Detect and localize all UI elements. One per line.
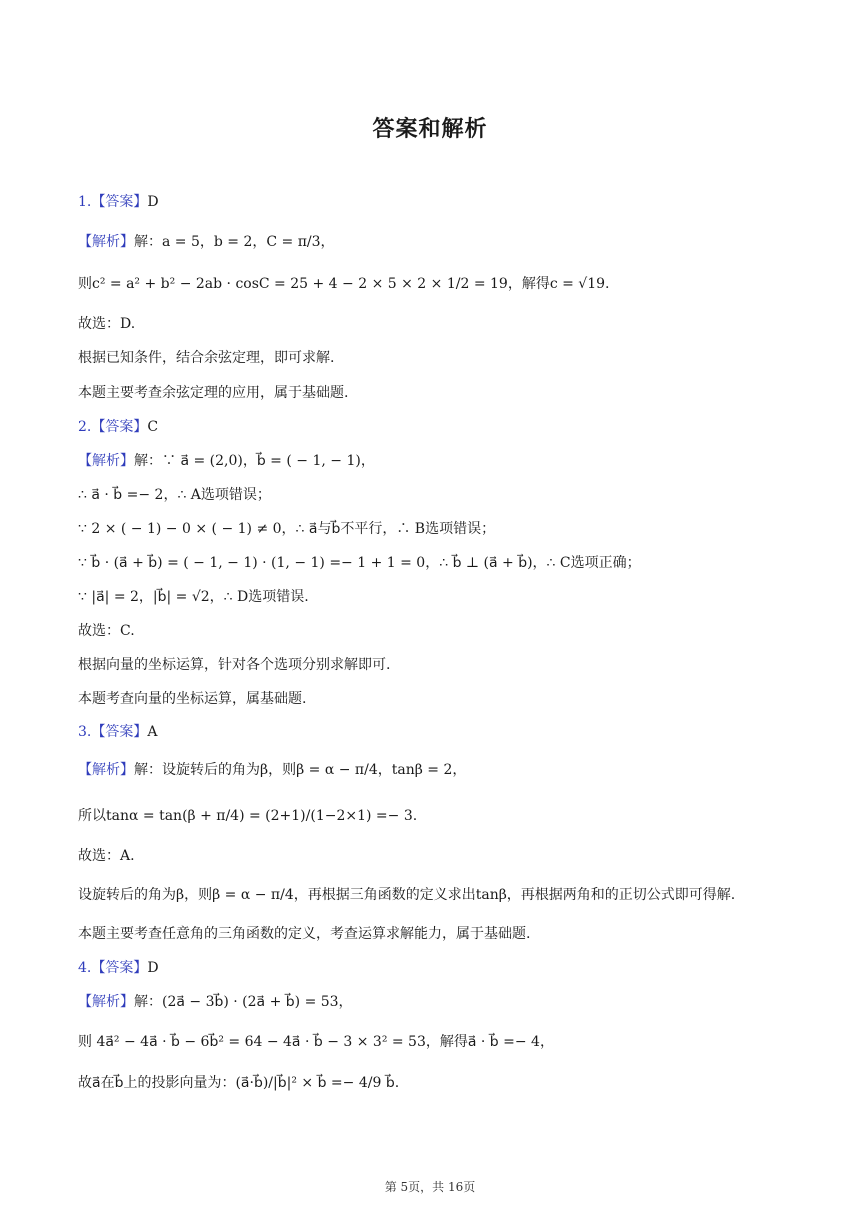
line-text: A [147, 724, 158, 740]
line-q3-analysis [78, 760, 466, 780]
page-title: 答案和解析 [372, 117, 488, 142]
line-text: 解：a = 5，b = 2，C = π/3， [134, 234, 335, 250]
line-text: D [147, 960, 159, 976]
line-text: C [147, 419, 159, 435]
section-label: 2.【答案】 [78, 419, 148, 435]
line-q2-l5 [78, 587, 309, 607]
line-text: 解：设旋转后的角为β，则β = α − π/4，tanβ = 2， [134, 762, 467, 778]
line-q2-l7 [78, 655, 390, 675]
line-text: 故选：D. [78, 316, 136, 332]
line-text: ∵ |a⃗| = 2，|b⃗| = √2，∴ D选项错误. [78, 589, 309, 605]
section-label: 【解析】 [78, 762, 134, 778]
line-q4-l3 [78, 1073, 399, 1093]
line-text: 设旋转后的角为β，则β = α − π/4，再根据三角函数的定义求出tanβ，再根据两角和的正切公式即可得解. [78, 887, 736, 903]
line-q2-l8 [78, 689, 306, 709]
line-text: 解：(2a⃗ − 3b⃗) · (2a⃗ + b⃗) = 53， [134, 994, 353, 1010]
line-text: 解：∵ a⃗ = (2,0)，b⃗ = ( − 1, − 1)， [134, 453, 375, 469]
line-text: ∴ a⃗ · b⃗ =− 2，∴ A选项错误； [78, 487, 271, 503]
section-label: 4.【答案】 [78, 960, 148, 976]
line-q1-l4 [78, 348, 334, 368]
line-q4-answer [78, 958, 159, 978]
line-q2-l2 [78, 485, 271, 505]
line-text: 根据向量的坐标运算，针对各个选项分别求解即可. [78, 657, 391, 673]
line-q1-analysis [78, 232, 335, 252]
line-text: 故a⃗在b⃗上的投影向量为：(a⃗·b⃗)/|b⃗|² × b⃗ =− 4/9 b⃗. [78, 1075, 400, 1091]
line-q3-answer [78, 722, 157, 742]
line-q2-analysis [78, 451, 375, 471]
line-text: 本题主要考查任意角的三角函数的定义，考查运算求解能力，属于基础题. [78, 926, 531, 942]
line-q1-answer [78, 192, 159, 212]
line-q3-l2 [78, 806, 417, 826]
line-q1-l5 [78, 383, 348, 403]
line-q2-answer [78, 417, 158, 437]
section-label: 【解析】 [78, 234, 134, 250]
line-text: 故选：A. [78, 848, 135, 864]
line-q1-l2 [78, 274, 609, 294]
line-text: 本题考查向量的坐标运算，属基础题. [78, 691, 307, 707]
line-text: ∵ 2 × ( − 1) − 0 × ( − 1) ≠ 0，∴ a⃗与b⃗不平行，∴ B选项错误； [78, 521, 496, 537]
section-label: 【解析】 [78, 994, 134, 1010]
line-q2-l4 [78, 553, 641, 573]
line-q4-analysis [78, 992, 353, 1012]
section-label: 【解析】 [78, 453, 134, 469]
line-text: D [147, 194, 159, 210]
line-text: 则 4a⃗² − 4a⃗ · b⃗ − 6b⃗² = 64 − 4a⃗ · b⃗ − 3 × 3² = 53，解得a⃗ · b⃗ =− 4， [78, 1034, 554, 1050]
line-q3-l3 [78, 846, 135, 866]
line-q1-l3 [78, 314, 135, 334]
line-text: 则c² = a² + b² − 2ab · cosC = 25 + 4 − 2 × 5 × 2 × 1/2 = 19，解得c = √19. [78, 276, 610, 292]
line-text: 所以tanα = tan(β + π/4) = (2+1)/(1−2×1) =− 3. [78, 808, 418, 824]
line-q2-l3 [78, 519, 495, 539]
line-text: 根据已知条件，结合余弦定理，即可求解. [78, 350, 335, 366]
line-text: ∵ b⃗ · (a⃗ + b⃗) = ( − 1, − 1) · (1, − 1) =− 1 + 1 = 0，∴ b⃗ ⊥ (a⃗ + b⃗)，∴ C选项正确； [78, 555, 641, 571]
line-q3-l5 [78, 924, 530, 944]
line-text: 故选：C. [78, 623, 135, 639]
section-label: 3.【答案】 [78, 724, 148, 740]
line-q4-l2 [78, 1032, 554, 1052]
line-q3-l4 [78, 885, 735, 905]
section-label: 1.【答案】 [78, 194, 148, 210]
line-text: 本题主要考查余弦定理的应用，属于基础题. [78, 385, 349, 401]
line-q2-l6 [78, 621, 135, 641]
page-footer: 第 5页，共 16页 [384, 1180, 476, 1194]
